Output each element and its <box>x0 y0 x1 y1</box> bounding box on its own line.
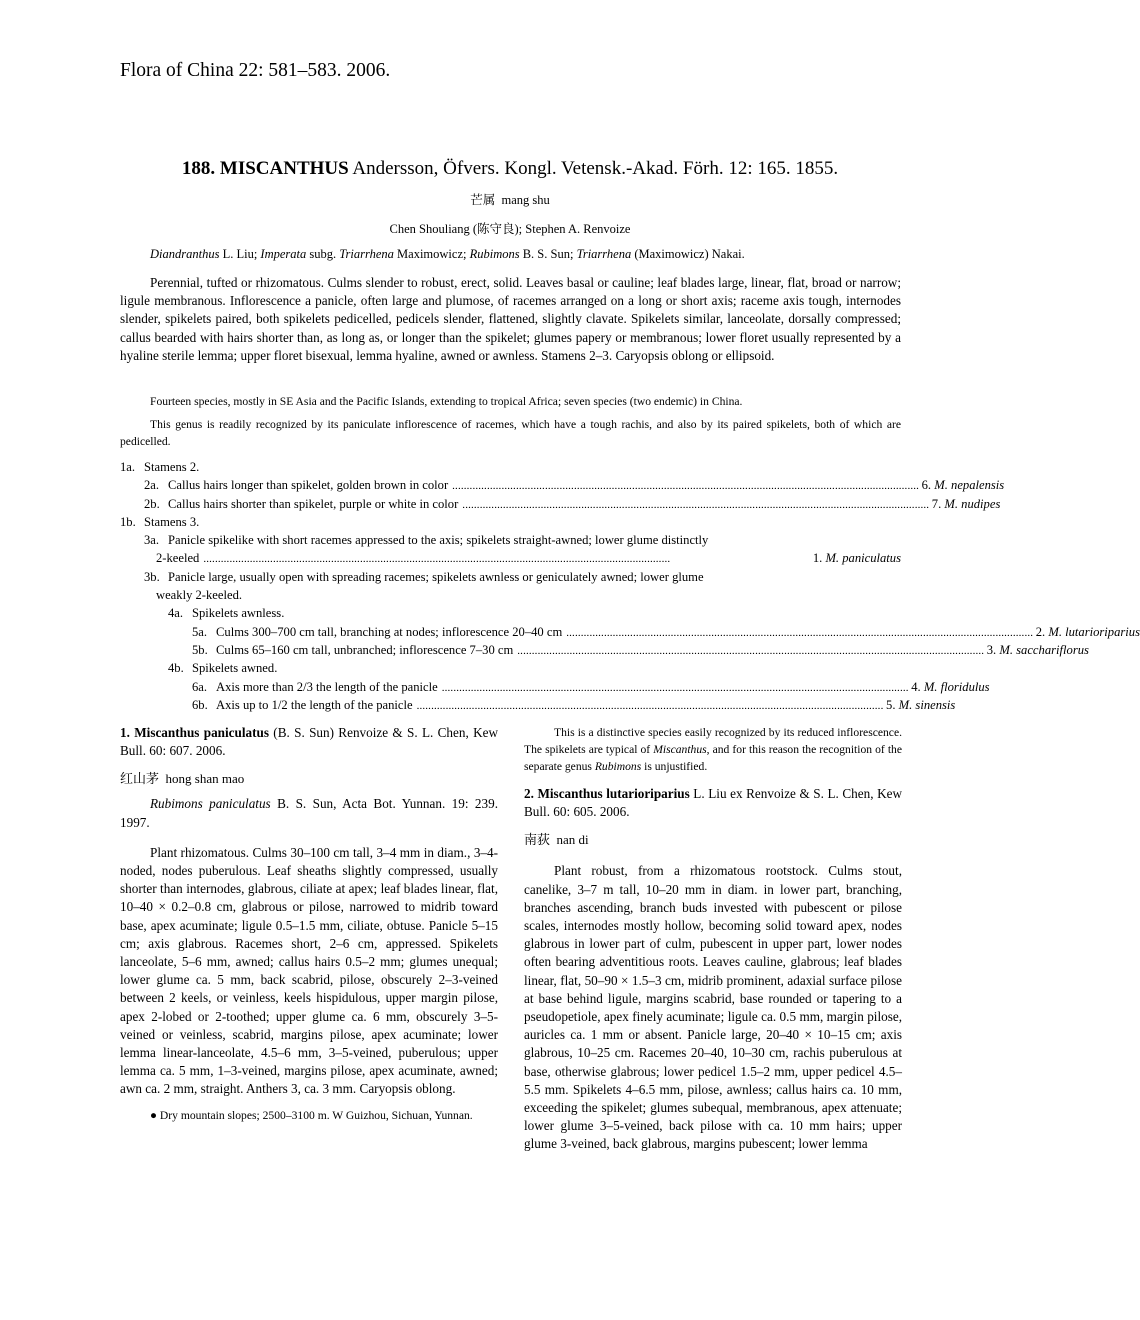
key-answer <box>987 641 1089 659</box>
key-answer-number: 3. <box>986 642 997 657</box>
key-row <box>120 568 901 586</box>
text-segment: Triarrhena <box>339 247 394 261</box>
text-segment: Imperata <box>260 247 307 261</box>
key-description: Stamens 2. <box>144 460 200 474</box>
key-answer-number: 4. <box>911 679 921 694</box>
species-1-description: Plant rhizomatous. Culms 30–100 cm tall, 3–4 mm in diam., 3–4-noded, nodes puberulous. Leaf sheaths slightly compressed, usually shorter than internodes, glabrous, ciliate at apex; leaf blades linear, flat, 10–40 × 0.2–0.8 cm, glabrous or pilose, narrowed to midrib toward base, apex acuminate; ligule 0.5–1.5 mm, ciliate, obtuse. Panicle 5–15 cm; axis glabrous. Racemes short, 2–6 cm, appressed. Spikelets lanceolate, 5–6 mm, awned; callus hairs 0.5–2 mm; glumes unequal; lower glume ca. 5 mm, back scabrid, pilose, obscurely 2–3-veined between 2 keels, or veinless, keels hispidulous, upper margin pilose, apex 2-lobed or 2-toothed; upper glume ca. 6 mm, obscurely 3–5-veined or veinless, scabrid, margins pilose, apex acuminate; lower lemma linear-lanceolate, 4.5–6 mm, 3–5-veined, puberulous; upper lemma ca. 5 mm, 1–3-veined, margins pilose, apex acuminate, awned; awn ca. 2 mm, straight. Anthers 3, ca. 3 mm. Caryopsis oblong. <box>120 844 498 1097</box>
species-2-common-name <box>524 829 902 848</box>
text-segment: Triarrhena <box>576 247 632 261</box>
key-answer-species: M. paniculatus <box>825 551 901 566</box>
key-text <box>168 659 277 677</box>
text-segment: Rubimons <box>594 760 642 773</box>
species-2-column <box>524 724 902 1162</box>
text-segment: Diandranthus <box>150 247 220 261</box>
key-answer-number: 1. <box>812 551 823 566</box>
text-segment: L. Liu; <box>219 247 261 261</box>
key-description: Culms 65–160 cm tall, unbranched; inflorescence 7–30 cm <box>216 642 514 657</box>
text-segment: subg. <box>306 247 340 261</box>
genus-note: This genus is readily recognized by its paniculate inflorescence of racemes, which have a tough rachis, and also by its paired spikelets, both of which are pedicelled. <box>120 418 901 448</box>
key-answer-species: M. lutarioriparius <box>1048 624 1140 639</box>
species-1-chinese-name: 红山茅 <box>120 771 160 787</box>
key-text <box>192 641 513 659</box>
key-description: Callus hairs longer than spikelet, golden brown in color <box>168 478 449 493</box>
text-segment: This is a distinctive species easily recognized by its reduced inflorescence. The spikelets are typical of <box>524 726 902 756</box>
genus-notes <box>120 393 901 456</box>
species-2-name: 2. Miscanthus lutarioriparius <box>524 786 690 801</box>
genus-pinyin: mang shu <box>501 193 550 207</box>
key-row <box>120 495 1001 513</box>
species-1-common-name <box>120 768 498 787</box>
key-row <box>120 531 901 549</box>
dot-leader <box>517 641 982 659</box>
key-text <box>144 495 458 513</box>
key-answer-species: M. sinensis <box>898 697 956 712</box>
species-1-synonym-name: Rubimons paniculatus <box>150 796 271 812</box>
dot-leader <box>442 678 907 696</box>
key-answer <box>1036 623 1140 641</box>
genus-chinese-name: 芒属 <box>470 193 496 207</box>
species-2-heading <box>524 785 902 821</box>
key-answer-species: M. sacchariflorus <box>999 642 1089 657</box>
key-answer <box>911 678 989 696</box>
key-text <box>120 458 199 476</box>
key-answer-number: 6. <box>921 478 932 493</box>
key-text <box>144 531 708 549</box>
dot-leader <box>462 495 927 513</box>
key-row <box>120 549 901 567</box>
key-row <box>120 678 990 696</box>
genus-name: 188. MISCANTHUS <box>181 158 349 179</box>
key-description: Panicle spikelike with short racemes appressed to the axis; spikelets straight-awned; lower glume distinctly <box>168 533 709 548</box>
key-answer-species: M. floridulus <box>923 679 990 694</box>
text-segment: Maximowicz; <box>393 247 470 261</box>
key-description: Axis up to 1/2 the length of the panicle <box>216 697 413 712</box>
key-row <box>120 659 901 677</box>
key-row <box>120 623 1140 641</box>
species-2-chinese-name: 南荻 <box>524 832 551 848</box>
key-text <box>192 623 562 641</box>
key-answer-number: 2. <box>1035 624 1046 639</box>
key-description: Callus hairs shorter than spikelet, purple or white in color <box>168 496 459 511</box>
key-description: Panicle large, usually open with spreading racemes; spikelets awnless or geniculately awned; lower glume <box>168 569 704 584</box>
text-segment: B. S. Sun; <box>519 247 577 261</box>
text-segment: Miscanthus <box>653 743 707 756</box>
key-code: 3b. <box>144 569 160 584</box>
key-description: weakly 2-keeled. <box>156 588 243 603</box>
key-row <box>120 696 956 714</box>
key-row <box>120 476 1005 494</box>
genus-common-name <box>0 190 1020 208</box>
species-1-citation: (B. S. Sun) Renvoize & S. L. Chen, Kew Bull. 60: 607. 2006. <box>120 725 498 759</box>
key-text <box>144 476 448 494</box>
text-segment: is unjustified. <box>641 760 708 773</box>
dot-leader <box>203 549 808 567</box>
species-1-column <box>120 724 498 1132</box>
key-answer-species: M. nudipes <box>944 496 1001 511</box>
key-text <box>192 678 438 696</box>
text-segment: Rubimons <box>469 247 520 261</box>
key-description: Axis more than 2/3 the length of the panicle <box>216 679 438 694</box>
key-answer-species: M. nepalensis <box>934 478 1005 493</box>
running-head: Flora of China 22: 581–583. 2006. <box>120 60 391 81</box>
species-2-citation: L. Liu ex Renvoize & S. L. Chen, Kew Bull. 60: 605. 2006. <box>524 786 902 820</box>
key-code: 5a. <box>192 624 208 639</box>
key-description: Culms 300–700 cm tall, branching at nodes; inflorescence 20–40 cm <box>216 624 563 639</box>
species-1-habitat: ● Dry mountain slopes; 2500–3100 m. W Guizhou, Sichuan, Yunnan. <box>150 1108 473 1122</box>
key-code: 1a. <box>120 460 136 474</box>
genus-synonyms <box>150 247 745 262</box>
key-answer <box>886 696 955 714</box>
key-code: 1b. <box>120 514 136 529</box>
text-segment: , and for this reason the recognition of the separate genus <box>524 743 903 773</box>
key-answer-number: 5. <box>886 697 896 712</box>
key-answer <box>922 476 1005 494</box>
species-1-pinyin: hong shan mao <box>165 771 245 787</box>
species-key <box>120 458 1140 714</box>
genus-title <box>0 158 1020 180</box>
text-segment: (Maximowicz) Nakai. <box>631 247 745 261</box>
key-description: 2-keeled <box>156 551 200 566</box>
key-text <box>144 568 704 586</box>
species-1-note <box>524 724 902 775</box>
species-2-pinyin: nan di <box>556 832 589 848</box>
key-code: 5b. <box>192 642 208 657</box>
key-code: 2a. <box>144 478 160 493</box>
key-code: 6b. <box>192 697 208 712</box>
genus-description: Perennial, tufted or rhizomatous. Culms slender to robust, erect, solid. Leaves basal or cauline; leaf blades large, linear, flat, broad or narrow; ligule membranous. Inflorescence a panicle, often large and plumose, of racemes arranged on a long or short axis; raceme axis tough, internodes slender, spikelets paired, both spikelets pedicelled, pedicels slender, flattened, slightly clavate. Spikelets similar, lanceolate, dorsally compressed; callus bearded with hairs shorter than, as long as, or longer than the spikelet; glumes papery or membranous; lower floret usually represented by a hyaline sterile lemma; upper floret bisexual, lemma hyaline, awned or awnless. Stamens 2–3. Caryopsis oblong or ellipsoid. <box>120 275 901 363</box>
key-code: 2b. <box>144 496 160 511</box>
key-text <box>120 513 199 531</box>
dot-leader <box>452 476 917 494</box>
key-code: 3a. <box>144 533 160 548</box>
dot-leader <box>417 696 882 714</box>
key-code: 4a. <box>168 606 184 621</box>
genus-authority: Andersson, Öfvers. Kongl. Vetensk.-Akad. Förh. 12: 165. 1855. <box>352 158 839 179</box>
key-row <box>120 513 901 531</box>
key-text <box>156 586 242 604</box>
key-description: Stamens 3. <box>144 514 200 529</box>
key-row <box>120 641 1089 659</box>
genus-distribution: Fourteen species, mostly in SE Asia and the Pacific Islands, extending to tropical Africa; seven species (two endemic) in China. <box>150 395 743 408</box>
key-description: Spikelets awnless. <box>192 606 285 621</box>
authors: Chen Shouliang (陈守良); Stephen A. Renvoize <box>389 222 631 236</box>
key-text <box>192 696 413 714</box>
species-2-description: Plant robust, from a rhizomatous rootstock. Culms stout, canelike, 3–7 m tall, 10–20 mm in diam. in lower part, branching, branches ascending, branch buds invested with pubescent or pilose scales, internodes mostly hollow, becoming solid toward apex, nodes glabrous in lower part of culm, pubescent in upper part, lower nodes often bearing adventitious roots. Leaves cauline, glabrous; leaf blades linear, flat, 50–90 × 1.5–3 cm, midrib prominent, adaxial surface pilose at base behind ligule, margins scabrid, base rounded or tapering to a pseudopetiole, apex finely acuminate; ligule ca. 0.5 mm, margin pilose, auricles ca. 1 mm or absent. Panicle large, 20–40 × 10–15 cm; axis glabrous, 10–25 cm. Racemes 20–40, 10–30 cm, rachis puberulous at base, otherwise glabrous; lower pedicel 1.5–2 mm, upper pedicel 4.5–5.5 mm. Spikelets 4–6.5 mm, pilose, awnless; callus hairs ca. 10 mm, exceeding the spikelet; glumes subequal, membranous, apex attenuate; lower glume 3–5-veined, back pilose with ca. 10 mm hairs; upper glume 3-veined, back glabrous, margins pubescent; lower lemma <box>524 863 902 1152</box>
key-description: Spikelets awned. <box>192 661 278 676</box>
key-code: 6a. <box>192 679 208 694</box>
key-answer <box>813 549 901 567</box>
species-1-name: 1. Miscanthus paniculatus <box>120 725 269 740</box>
key-code: 4b. <box>168 661 184 676</box>
key-answer <box>932 495 1001 513</box>
key-text <box>168 604 284 622</box>
key-text <box>156 549 199 567</box>
genus-description-block <box>120 274 901 365</box>
species-1-heading <box>120 724 498 760</box>
key-row <box>120 458 901 476</box>
dot-leader <box>566 623 1031 641</box>
key-answer-number: 7. <box>931 496 942 511</box>
key-row <box>120 604 901 622</box>
species-1-synonym-citation: B. S. Sun, Acta Bot. Yunnan. 19: 239. 1997. <box>120 796 498 830</box>
key-row <box>120 586 901 604</box>
species-1-synonym <box>120 795 498 831</box>
